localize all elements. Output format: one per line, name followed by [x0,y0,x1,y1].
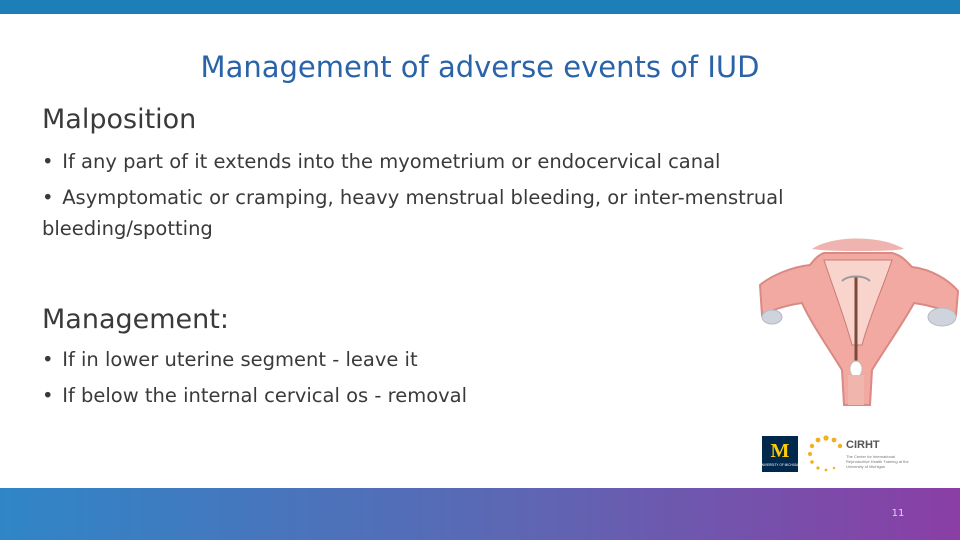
um-wordmark: M [770,440,790,462]
bullet-text: If any part of it extends into the myometrium or endocervical canal [62,150,721,173]
management-bullet-1 [42,344,862,375]
bullet-dot: • [42,348,54,371]
bullet-dot: • [42,150,54,173]
management-heading: Management: [42,304,229,335]
bullet-text: Asymptomatic or cramping, heavy menstrual bleeding, or inter-menstrual bleeding/spotting [42,186,784,240]
bullet-text: If below the internal cervical os - removal [62,384,468,407]
slide-number: 11 [891,508,905,519]
management-bullet-list [42,344,862,416]
malposition-bullet-1 [42,146,862,177]
management-bullet-2 [42,380,862,411]
bullet-dot: • [42,186,54,209]
malposition-heading: Malposition [42,104,197,135]
cirht-logo [806,430,916,480]
malposition-bullet-list [42,146,862,249]
um-subtext: UNIVERSITY OF MICHIGAN [759,463,801,467]
slide-title: Management of adverse events of IUD [200,50,760,84]
uterus-with-iud-illustration [752,205,962,410]
cirht-tagline: The Center for International Reproductive Health Training at the University of Michigan [846,454,909,469]
cirht-sunburst-icon [806,434,846,474]
bottom-gradient-band [0,488,960,540]
bullet-dot: • [42,384,54,407]
top-accent-bar [0,0,960,14]
university-of-michigan-logo [759,436,801,472]
cirht-name: CIRHT [846,439,880,451]
bullet-text: If in lower uterine segment - leave it [62,348,418,371]
malposition-bullet-2 [42,182,822,244]
